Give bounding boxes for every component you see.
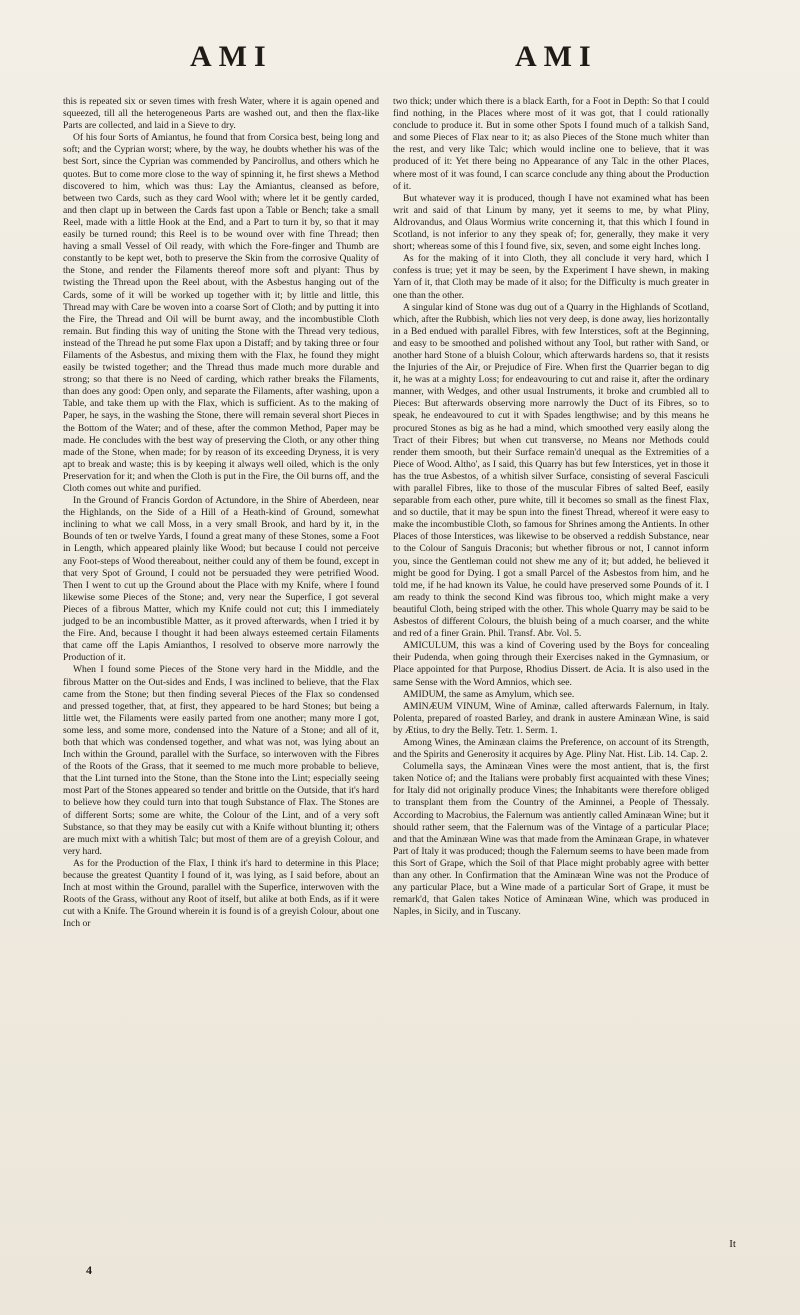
right-column xyxy=(393,96,709,918)
paragraph: As for the Production of the Flax, I think it's hard to determine in this Place; because the greatest Quantity I found of it, was lying, as I said before, about an Inch at most within the Ground, parallel with the Superfice, interwoven with the Roots of the Grass, without any Root of itself, but alike at both Ends, as if it were cut with a Knife. The Ground wherein it is found is of a greyish Colour, about one Inch or xyxy=(63,857,379,930)
paragraph: Among Wines, the Aminæan claims the Preference, on account of its Strength, and the Spirits and Generosity it acquires by Age. Pliny Nat. Hist. Lib. 14. Cap. 2. xyxy=(393,736,709,761)
running-head-right: AMI xyxy=(515,40,598,73)
paragraph: two thick; under which there is a black Earth, for a Foot in Depth: So that I could find nothing, in the Places where most of it was got, that I could rationally conclude to produce it. But in some other Spots I found much of a talkish Sand, and some Pieces of Flax near to it; as also Pieces of the Stone much whiter than the rest, and very like Talc; which would incline one to believe, that it was produced of it: Yet there being no Appearance of any Talc in the other Places, where most of it was found, I can scarce conclude any thing about the Production of it. xyxy=(393,96,709,192)
paragraph: In the Ground of Francis Gordon of Actundore, in the Shire of Aberdeen, near the Highlands, on the Side of a Hill of a Heath-kind of Ground, somewhat inclining to what we call Moss, in a very small Brook, and hard by it, in the Bounds of ten or twelve Yards, I found a great many of these Stones, some a Foot in Length, which appeared plainly like Wood; but because I could not perceive any Foot-steps of Wood thereabout, neither could any of them be found, except in that very Spot of Ground, I could not be persuaded they were petrified Wood. Then I went to cut up the Ground about the Place with my Knife, where I found likewise some Pieces of the Stone; and, very near the Superfice, I got several Pieces of a fibrous Matter, which my Knife could not cut; this I immediately judged to be an incombustible Matter, as it proved afterwards, when I tried it by the Fire. And, because I thought it had been always esteemed certain Filaments that came off the Lapis Amianthos, I resolved to observe more narrowly the Production of it. xyxy=(63,495,379,664)
entry-aminaeum-vinum: AMINÆUM VINUM, Wine of Aminæ, called afterwards Falernum, in Italy. Polenta, prepared of roasted Barley, and drank in austere Aminæan Wine, is said by Ætius, to dry the Belly. Tetr. 1. Serm. 1. xyxy=(393,700,709,736)
paragraph: Of his four Sorts of Amiantus, he found that from Corsica best, being long and soft; and the Cyprian worst; where, by the way, he doubts whether his was of the best Sort, since the Cyprian was commended by Pancirollus, and others which he quotes. But to come more close to the way of spinning it, he first shews a Method discovered to him, which was thus: Lay the Amiantus, cleansed as before, between two Cards, such as they card Wool with; where let it be gently carded, and then clapt up in between the Cards fast upon a Table or Bench; take a small Reel, made with a little Hook at the End, and a Part to turn it by, so that it may easily be turned round; this Reel is to be wound over with fine Thread; then having a small Vessel of Oil ready, with which the Fore-finger and Thumb are constantly to be kept wet, both to preserve the Skin from the corrosive Quality of the Stone, and render the Filaments thereof more soft and plyant: Thus by twisting the Thread upon the Reel about, with the Asbestus hanging out of the Cards, some of it will be worked up together with it; by little and little, this Thread may with Care be woven into a coarse Sort of Cloth; and by putting it into the Fire, the Thread and Oil will be burnt away, and the incombustible Cloth remain. But finding this way of uniting the Stone with the Thread very tedious, instead of the Thread he put some Flax upon a Distaff; and by taking three or four Filaments of the Asbestus, and mixing them with the Flax, he found they might easily be twisted together; and the Thread thus made much more durable and strong; so that there is no Need of carding, which rather breaks the Filaments, than does any good: Open only, and separate the Filaments, after washing, upon a Table, and take them up with the Flax, which is sufficient. As to the making of Paper, he says, in the washing the Stone, there will remain several short Pieces in the Bottom of the Water; and of these, after the common Method, Paper may be made. He concludes with the best way of preserving the Cloth, or any other thing made of the Stone, when made; for by reason of its exceeding Dryness, it is very apt to break and waste; this is by keeping it always well oiled, which is the only Preservation for it; and when the Cloth is put in the Fire, the Oil burns off, and the Cloth comes out white and purified. xyxy=(63,132,379,494)
paragraph: But whatever way it is produced, though I have not examined what has been writ and said of that Linum by many, yet it seems to me, by what Pliny, Aldrovandus, and Olaus Wormius write concerning it, that this which I found in Scotland, is not inferior to any they speak of; for, generally, they make it very short; whereas some of this I found five, six, seven, and some eight Inches long. xyxy=(393,192,709,253)
page-number: 4 xyxy=(86,1263,92,1277)
paragraph: Columella says, the Aminæan Vines were the most antient, that is, the first taken Notice of; and the Italians were probably first acquainted with these Vines; for Italy did not originally produce Vines; the Inhabitants were therefore obliged to transplant them from the Country of the Aminnei, a People of Thessaly. According to Macrobius, the Falernum was antiently called Aminæan Wine; but it should rather seem, that the Falernum was of the Vintage of a particular Place; and that the Aminæan Wine was that made from the Aminæan Grape, in whatever Part of Italy it was produced; though the Falernum seems to have been made from this Sort of Grape, which the Soil of that Place might probably agree with better than any other. In Confirmation that the Aminæan Wine was not the Produce of any particular Place, but a Wine made of a particular Sort of Grape, it must be remark'd, that Galen takes Notice of Aminæan Wine, which was produced in Naples, in Sicily, and in Tuscany. xyxy=(393,761,709,918)
entry-amidum: AMIDUM, the same as Amylum, which see. xyxy=(403,688,575,700)
paragraph: When I found some Pieces of the Stone very hard in the Middle, and the fibrous Matter on the Out-sides and Ends, I was inclined to believe, that the Flax came from the Stone; but then finding several Pieces of the Flax so condensed and pressed together, that, at first, they appeared to be hard Stones; but being a little wet, the Filaments were easily parted from one another; many more I got, some less, and some more, condensed into the Nature of a Stone; and all of it, both that which was condensed together, and what was not, was lying about an Inch within the Ground, parallel with the Surface, so interwoven with the Fibres of the Roots of the Grass, that it seemed to me much more probable to believe, that the Lint turned into the Stone, than the Stone into the Lint; especially seeing most Part of the Stones appeared so tender and brittle on the Outside, that it's hard to believe how they could turn into that tough Substance of Flax. The Stones are of different Sorts; some are white, the Colour of the Lint, and of a very soft Substance, so that they may be easily cut with a Knife without blunting it; others are much mixt with a whitish Talc; but most of them are of a greyish Colour, and very hard. xyxy=(63,664,379,857)
paragraph: As for the making of it into Cloth, they all conclude it very hard, which I confess is true; yet it may be seen, by the Experiment I have shewn, in making Yarn of it, that Cloth may be made of it also; for the Difficulty is much greater in one than the other. xyxy=(393,253,709,301)
left-column xyxy=(63,96,379,930)
catchword: It xyxy=(729,1238,736,1250)
paragraph: A singular kind of Stone was dug out of a Quarry in the Highlands of Scotland, which, after the Rubbish, which lies not very deep, is done away, lies horizontally in a Bed endued with parallel Fibres, with few Interstices, soft at the Beginning, and easy to be smoothed and polished without any Tool, but rather with Sand, or another hard Stone of a bluish Colour, which afterwards hardens so, that it resists the Injuries of the Air, or Prejudice of Fire. When first the Quarrier began to dig it, he was at a mighty Loss; for endeavouring to cut and raise it, after the ordinary manner, with Wedges, and other usual Instruments, it broke and crumbled all to Pieces: But afterwards observing more narrowly the Duct of its Fibres, so to speak, he endeavoured to cut it with Spades lengthwise; and by this means he procured Stones as big as he had a mind, which smoothed very easily along the Tract of their Fibres; but when cut transverse, no Means nor Methods could render them smooth, but their Surface remain'd unequal as the Extremities of a Piece of Wood. Altho', as I said, this Quarry has but few Interstices, yet in those it has the true Asbestos, of a whitish silver Surface, consisting of several Fasciculi with parallel Fibres, like to those of the muscular Fibres of salted Beef, easily separable from each other, pure white, till it becomes so small as the finest Flax, and so ductile, that it may be spun into the finest Thread, whereof it were easy to make the incombustible Cloth, so famous for Shrines among the Antients. In other Places of those Interstices, was likewise to be observed a reddish Substance, near to the Colour of Sanguis Draconis; but whether fibrous or not, I cannot inform you, since the Gentleman could not shew me any of it; but added, he believed it might be good for Dying. I got a small Parcel of the Asbestos from him, and he told me, if he had known its Value, he could have preserved some Pounds of it. I am ready to think the second Kind was fibrous too, which might make a very beautiful Cloth, being striped with the other. This whole Quarry may be said to be Asbestos of different Colours, the bluish being of a much coarser, and the white and red of a finer Grain. Phil. Transf. Abr. Vol. 5. xyxy=(393,301,710,640)
entry-amiculum: AMICULUM, this was a kind of Covering used by the Boys for concealing their Pudenda, when going through their Exercises naked in the Gymnasium, or Place appointed for that Purpose, Rhodius Dissert. de Acia. It is also used in the same Sense with the Word Amnios, which see. xyxy=(393,640,709,688)
running-head-left: AMI xyxy=(190,40,273,73)
paragraph: this is repeated six or seven times with fresh Water, where it is again opened and squeezed, till all the heterogeneous Parts are washed out, and then the flax-like Parts are collected, and laid in a Sieve to dry. xyxy=(63,96,379,132)
